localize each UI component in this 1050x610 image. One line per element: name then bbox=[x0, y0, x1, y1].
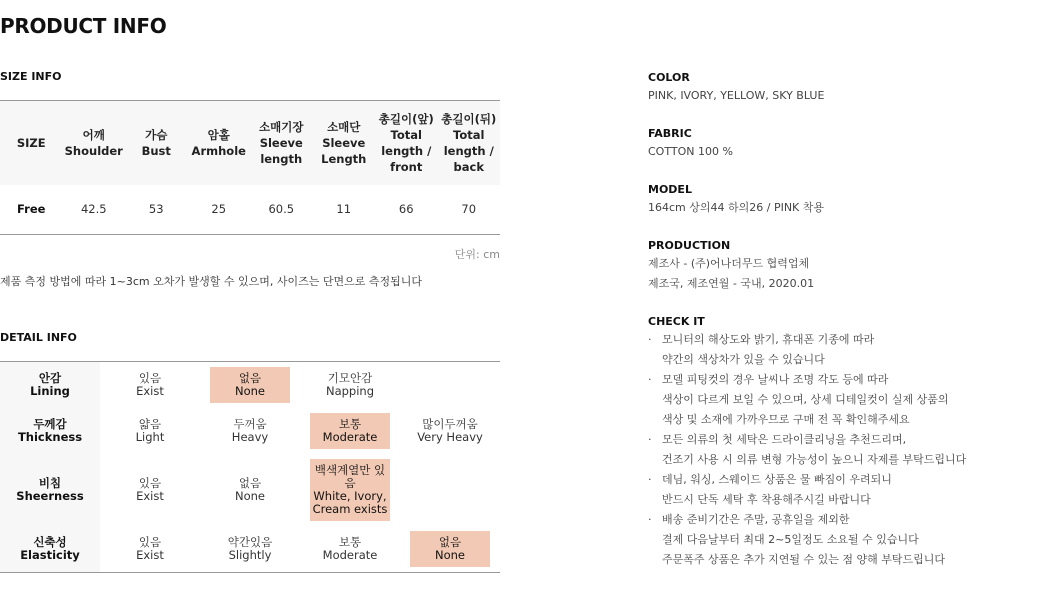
detail-option-ko: 두꺼움 bbox=[233, 417, 267, 431]
list-item bbox=[648, 430, 1048, 470]
size-col-en: Total length / back bbox=[443, 127, 494, 174]
check-line: 색상이 다르게 보일 수 있으며, 상세 디테일컷이 실제 상품의 bbox=[662, 393, 949, 406]
detail-option-box bbox=[410, 413, 490, 449]
detail-option-selected bbox=[210, 367, 290, 403]
detail-option bbox=[200, 411, 300, 451]
detail-option-ko: 약간있음 bbox=[227, 535, 273, 549]
detail-info-heading: DETAIL INFO bbox=[0, 331, 77, 344]
production-label: PRODUCTION bbox=[648, 239, 731, 252]
size-col-en: Total length / front bbox=[381, 127, 432, 174]
model-value: 164cm 상의44 하의26 / PINK 착용 bbox=[648, 201, 825, 214]
size-cell: 42.5 bbox=[80, 202, 107, 217]
detail-option-box bbox=[310, 367, 390, 403]
bullet-dot: · bbox=[648, 373, 652, 386]
fabric-label: FABRIC bbox=[648, 127, 692, 140]
detail-option-en: None bbox=[434, 548, 465, 562]
check-label: CHECK IT bbox=[648, 315, 705, 328]
detail-table bbox=[0, 361, 500, 573]
size-col-header bbox=[250, 101, 313, 185]
detail-option-en: Exist bbox=[136, 384, 164, 398]
size-table-body bbox=[0, 185, 500, 235]
detail-option-en: Light bbox=[135, 430, 165, 444]
fabric-value: COTTON 100 % bbox=[648, 145, 733, 158]
size-col-ko: SIZE bbox=[16, 135, 46, 150]
color-block bbox=[648, 70, 1048, 106]
unit-label: 단위: cm bbox=[454, 248, 500, 261]
detail-label-ko: 두께감 bbox=[33, 417, 67, 431]
detail-option bbox=[100, 529, 200, 569]
model-label: MODEL bbox=[648, 183, 692, 196]
size-col-en: Bust bbox=[141, 143, 171, 158]
detail-option-box bbox=[110, 459, 190, 521]
fabric-block bbox=[648, 126, 1048, 162]
detail-option-ko: 백색계열만 있음 bbox=[314, 463, 386, 490]
size-col-ko: 총길이(뒤) bbox=[441, 111, 497, 126]
detail-option-ko: 있음 bbox=[138, 371, 162, 385]
detail-option bbox=[400, 457, 500, 523]
size-col-en: Sleeve length bbox=[259, 135, 303, 166]
color-value: PINK, IVORY, YELLOW, SKY BLUE bbox=[648, 89, 825, 102]
detail-option-en: Moderate bbox=[322, 548, 378, 562]
measurement-note: 제품 측정 방법에 따라 1~3cm 오차가 발생할 수 있으며, 사이즈는 단면으로 측정됩니다 bbox=[0, 275, 422, 288]
detail-option bbox=[200, 457, 300, 523]
detail-label-en: Lining bbox=[30, 384, 70, 398]
size-col-en: Sleeve Length bbox=[321, 135, 367, 166]
detail-option bbox=[100, 457, 200, 523]
size-info-heading: SIZE INFO bbox=[0, 70, 62, 83]
detail-option-box bbox=[110, 413, 190, 449]
detail-option-en: Exist bbox=[136, 489, 164, 503]
detail-label-en: Elasticity bbox=[20, 548, 80, 562]
size-col-en: Armhole bbox=[191, 143, 246, 158]
page-title: PRODUCT INFO bbox=[0, 14, 167, 38]
list-item bbox=[648, 510, 1048, 570]
bullet-dot: · bbox=[648, 433, 652, 446]
check-line: 색상 및 소재에 가까우므로 구매 전 꼭 확인해주세요 bbox=[662, 413, 910, 426]
detail-option-ko: 없음 bbox=[238, 476, 262, 490]
size-cell: 70 bbox=[461, 202, 477, 217]
detail-option bbox=[300, 457, 400, 523]
detail-option-en: Napping bbox=[325, 384, 375, 398]
detail-label-ko: 안감 bbox=[38, 371, 62, 385]
detail-option-box bbox=[310, 531, 390, 567]
detail-option-box bbox=[110, 367, 190, 403]
detail-row-label bbox=[0, 408, 100, 454]
detail-option-ko: 보통 bbox=[338, 535, 362, 549]
size-col-header bbox=[63, 101, 126, 185]
detail-option-en: None bbox=[234, 384, 265, 398]
product-details bbox=[648, 70, 1048, 590]
detail-option-box bbox=[110, 531, 190, 567]
size-col-ko: 소매단 bbox=[327, 119, 361, 134]
detail-option-en: None bbox=[234, 489, 265, 503]
check-line: 모든 의류의 첫 세탁은 드라이클리닝을 추천드리며, bbox=[662, 433, 907, 446]
detail-option-ko: 없음 bbox=[238, 371, 262, 385]
production-block bbox=[648, 238, 1048, 294]
detail-option bbox=[300, 529, 400, 569]
check-line: 반드시 단독 세탁 후 착용해주시길 바랍니다 bbox=[662, 493, 871, 506]
detail-option-selected bbox=[310, 413, 390, 449]
detail-option-selected bbox=[410, 531, 490, 567]
detail-option-en: Moderate bbox=[322, 430, 378, 444]
check-line: 모델 피팅컷의 경우 날씨나 조명 각도 등에 따라 bbox=[662, 373, 889, 386]
size-cell: 53 bbox=[148, 202, 164, 217]
size-cell: 11 bbox=[336, 202, 352, 217]
detail-option-en: White, Ivory, Cream exists bbox=[312, 489, 388, 516]
detail-option bbox=[100, 365, 200, 405]
size-col-header bbox=[313, 101, 376, 185]
detail-option bbox=[200, 529, 300, 569]
check-line: 약간의 색상차가 있을 수 있습니다 bbox=[662, 353, 825, 366]
detail-option-en: Slightly bbox=[228, 548, 272, 562]
size-col-ko: 암홀 bbox=[207, 127, 230, 142]
check-list bbox=[648, 330, 1048, 570]
detail-row bbox=[0, 454, 500, 526]
size-col-ko: 어깨 bbox=[82, 127, 105, 142]
detail-option-ko: 있음 bbox=[138, 476, 162, 490]
detail-option-ko: 기모안감 bbox=[327, 371, 373, 385]
detail-label-en: Sheerness bbox=[16, 489, 84, 503]
size-row-label: Free bbox=[17, 202, 46, 217]
detail-option-en: Exist bbox=[136, 548, 164, 562]
detail-option-box bbox=[210, 459, 290, 521]
detail-option-box bbox=[210, 531, 290, 567]
bullet-dot: · bbox=[648, 513, 652, 526]
check-line: 모니터의 해상도와 밝기, 휴대폰 기종에 따라 bbox=[662, 333, 875, 346]
check-line: 데님, 워싱, 스웨이드 상품은 물 빠짐이 우려되니 bbox=[662, 473, 892, 486]
size-col-header bbox=[188, 101, 251, 185]
size-col-ko: 총길이(앞) bbox=[378, 111, 434, 126]
list-item bbox=[648, 470, 1048, 510]
detail-option bbox=[400, 529, 500, 569]
size-cell: 60.5 bbox=[268, 202, 295, 217]
detail-option bbox=[300, 365, 400, 405]
production-line: 제조사 - (주)어나더무드 협력업체 bbox=[648, 257, 810, 270]
check-line: 결제 다음날부터 최대 2~5일정도 소요될 수 있습니다 bbox=[662, 533, 919, 546]
detail-row-label bbox=[0, 362, 100, 408]
size-col-ko: 소매기장 bbox=[259, 119, 304, 134]
detail-label-en: Thickness bbox=[17, 430, 83, 444]
size-cell: 66 bbox=[398, 202, 414, 217]
detail-option bbox=[100, 411, 200, 451]
table-row bbox=[0, 185, 500, 235]
production-line: 제조국, 제조연월 - 국내, 2020.01 bbox=[648, 277, 815, 290]
size-cell: 25 bbox=[211, 202, 227, 217]
bullet-dot: · bbox=[648, 333, 652, 346]
color-label: COLOR bbox=[648, 71, 690, 84]
list-item bbox=[648, 330, 1048, 370]
detail-label-ko: 비침 bbox=[38, 476, 62, 490]
check-block bbox=[648, 314, 1048, 570]
detail-option-ko: 보통 bbox=[338, 417, 362, 431]
detail-option-box bbox=[210, 413, 290, 449]
detail-option-ko: 있음 bbox=[138, 535, 162, 549]
size-col-header bbox=[0, 101, 63, 185]
detail-option bbox=[400, 365, 500, 405]
size-table bbox=[0, 100, 500, 235]
detail-row-label bbox=[0, 526, 100, 572]
size-col-header bbox=[438, 101, 501, 185]
detail-option-en: Heavy bbox=[231, 430, 269, 444]
bullet-dot: · bbox=[648, 473, 652, 486]
detail-row bbox=[0, 526, 500, 572]
detail-option-en: Very Heavy bbox=[417, 430, 483, 444]
detail-option-ko: 얇음 bbox=[138, 417, 162, 431]
model-block bbox=[648, 182, 1048, 218]
detail-row bbox=[0, 362, 500, 408]
detail-option-selected bbox=[310, 459, 390, 521]
check-line: 배송 준비기간은 주말, 공휴일을 제외한 bbox=[662, 513, 850, 526]
detail-option-ko: 많이두꺼움 bbox=[422, 417, 478, 431]
detail-option-ko: 없음 bbox=[438, 535, 462, 549]
check-line: 주문폭주 상품은 추가 지연될 수 있는 점 양해 부탁드립니다 bbox=[662, 553, 945, 566]
size-col-header bbox=[375, 101, 438, 185]
size-table-header bbox=[0, 101, 500, 185]
detail-label-ko: 신축성 bbox=[33, 535, 67, 549]
check-line: 건조기 사용 시 의류 변형 가능성이 높으니 자제를 부탁드립니다 bbox=[662, 453, 967, 466]
list-item bbox=[648, 370, 1048, 430]
detail-row-label bbox=[0, 454, 100, 526]
detail-option bbox=[200, 365, 300, 405]
detail-row bbox=[0, 408, 500, 454]
size-col-en: Shoulder bbox=[64, 143, 123, 158]
detail-option bbox=[300, 411, 400, 451]
size-col-header bbox=[125, 101, 188, 185]
size-col-ko: 가슴 bbox=[145, 127, 168, 142]
detail-option bbox=[400, 411, 500, 451]
